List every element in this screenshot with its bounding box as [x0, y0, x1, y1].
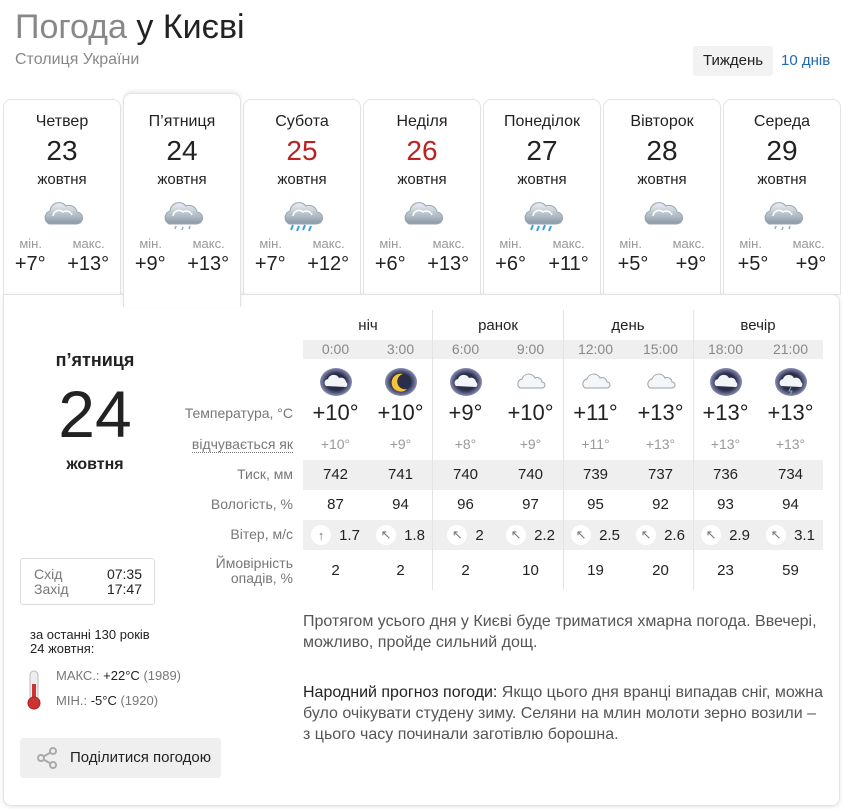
min-label: мін. [739, 236, 762, 251]
pressure-cell: 737 [647, 466, 674, 483]
page-title [15, 8, 245, 47]
max-temp: +13° [67, 253, 110, 275]
row-label-wind: Вітер, м/с [230, 526, 293, 542]
day-name: Вівторок [630, 113, 694, 130]
wind-speed: 2 [475, 526, 484, 544]
day-month: жовтня [637, 171, 687, 188]
day-month: жовтня [397, 171, 447, 188]
precip-label-1: Ймовірність [215, 555, 293, 571]
wind-speed: 2.6 [664, 526, 685, 544]
day-card-25[interactable] [243, 99, 361, 295]
row-label-temp: Температура, °C [184, 405, 293, 421]
subtitle: Столиця України [15, 51, 140, 68]
wind-speed: 2.9 [729, 526, 750, 544]
max-label: макс. [792, 236, 825, 251]
time-cell: 3:00 [386, 341, 415, 357]
time-cell: 9:00 [516, 341, 545, 357]
wind-direction-icon: ↖ [701, 525, 721, 545]
day-card-27[interactable] [483, 99, 601, 295]
record-title [30, 628, 150, 656]
time-cell: 18:00 [707, 341, 744, 357]
record-min [56, 693, 158, 708]
day-card-23[interactable] [3, 99, 121, 295]
cloudy-icon [639, 194, 685, 234]
humidity-cell: 87 [327, 496, 344, 513]
record-max [56, 668, 181, 683]
wind-direction-icon: ↖ [636, 525, 656, 545]
cloud-icon [498, 367, 563, 397]
max-label: макс. [312, 236, 345, 251]
max-label: макс. [672, 236, 705, 251]
min-temp: +5° [617, 253, 649, 275]
humidity-cell: 92 [652, 496, 669, 513]
night-cloudy-icon [693, 367, 758, 397]
min-label: мін. [19, 236, 42, 251]
cloudy-light-rain-icon [159, 194, 205, 234]
day-name: Четвер [35, 113, 89, 130]
wind-direction-icon: ↖ [571, 525, 591, 545]
pressure-cell: 742 [322, 466, 349, 483]
temp-cell: +13° [702, 400, 749, 425]
folk-label: Народний прогноз погоди: [303, 684, 498, 701]
day-month: жовтня [157, 171, 207, 188]
wind-direction-icon: ↑ [311, 525, 331, 545]
time-cell: 6:00 [451, 341, 480, 357]
wind-cell [628, 525, 693, 545]
temp-cell: +10° [312, 400, 359, 425]
wind-direction-icon: ↖ [376, 525, 396, 545]
day-number: 24 [166, 135, 198, 166]
pressure-cell: 740 [452, 466, 479, 483]
temp-cell: +10° [507, 400, 554, 425]
wind-speed: 1.8 [404, 526, 425, 544]
folk-text: Якщо цього дня вранці випадав сніг, можна було очікувати студену зиму. Селяни на млин молоти зерно возили – з цього часу починали заготівлю борошна. [303, 684, 823, 743]
sun-times [20, 558, 155, 605]
feels-cell: +13° [710, 436, 741, 452]
pressure-cell: 740 [517, 466, 544, 483]
cloudy-light-rain-icon [759, 194, 805, 234]
row-label-humidity: Вологість, % [210, 496, 293, 512]
cloudy-rain-icon [279, 194, 325, 234]
share-icon [36, 747, 58, 769]
tab-10-days[interactable]: 10 днів [781, 52, 831, 69]
row-label-feels[interactable]: відчувається як [191, 436, 293, 452]
temp-cell: +13° [767, 400, 814, 425]
record-min-label: МІН.: [56, 693, 88, 708]
humidity-cell: 97 [522, 496, 539, 513]
time-cell: 21:00 [772, 341, 809, 357]
precip-cell: 2 [396, 562, 405, 579]
sunset-time: 17:47 [106, 581, 142, 597]
feels-cell: +13° [775, 436, 806, 452]
sunrise-time: 07:35 [106, 566, 142, 582]
day-card-24[interactable] [123, 93, 241, 307]
day-number: 26 [406, 135, 438, 166]
wind-cell [693, 525, 758, 545]
max-temp: +9° [675, 253, 707, 275]
temp-cell: +13° [637, 400, 684, 425]
precip-cell: 20 [652, 562, 669, 579]
record-title-line2: 24 жовтня: [30, 641, 95, 656]
precip-cell: 23 [717, 562, 734, 579]
wind-cell [758, 525, 823, 545]
wind-speed: 2.5 [599, 526, 620, 544]
day-card-29[interactable] [723, 99, 841, 295]
day-card-26[interactable] [363, 99, 481, 295]
row-label-precip [216, 556, 293, 586]
humidity-cell: 93 [717, 496, 734, 513]
day-number: 27 [526, 135, 558, 166]
wind-speed: 2.2 [534, 526, 555, 544]
thermometer-icon [26, 670, 42, 710]
wind-direction-icon: ↖ [447, 525, 467, 545]
precip-cell: 19 [587, 562, 604, 579]
temp-cell: +11° [573, 400, 618, 425]
cloud-icon [628, 367, 693, 397]
period-0: ніч [358, 317, 378, 334]
cloudy-rain-icon [519, 194, 565, 234]
row-label-pressure: Тиск, мм [237, 466, 293, 482]
day-name: Понеділок [503, 113, 581, 130]
day-name: Неділя [396, 113, 448, 130]
period-1: ранок [478, 317, 518, 334]
precip-label-2: опадів, % [230, 570, 293, 586]
night-cloudy-icon [303, 367, 368, 397]
feels-cell: +9° [519, 436, 542, 452]
feels-cell: +11° [581, 436, 610, 452]
min-temp: +7° [254, 253, 286, 275]
min-label: мін. [259, 236, 282, 251]
max-temp: +9° [795, 253, 827, 275]
tab-week[interactable]: Тиждень [693, 46, 773, 76]
wind-cell [303, 525, 368, 545]
day-month: жовтня [517, 171, 567, 188]
day-name: Субота [275, 113, 329, 130]
precip-cell: 59 [782, 562, 799, 579]
cloudy-icon [399, 194, 445, 234]
night-moon-icon [368, 367, 433, 397]
wind-cell [498, 525, 563, 545]
humidity-cell: 95 [587, 496, 604, 513]
night-cloudy-icon [433, 367, 498, 397]
min-temp: +5° [737, 253, 769, 275]
selected-month: жовтня [66, 456, 124, 473]
precip-cell: 2 [461, 562, 470, 579]
temp-cell: +10° [377, 400, 424, 425]
max-label: макс. [552, 236, 585, 251]
min-temp: +6° [374, 253, 406, 275]
selected-day-name: п’ятниця [55, 350, 135, 370]
min-label: мін. [619, 236, 642, 251]
min-temp: +7° [14, 253, 46, 275]
day-card-28[interactable] [603, 99, 721, 295]
max-temp: +13° [427, 253, 470, 275]
share-label: Поділитися погодою [70, 749, 212, 766]
max-temp: +11° [548, 253, 589, 275]
min-label: мін. [499, 236, 522, 251]
day-name: Середа [753, 113, 811, 130]
cloudy-icon [39, 194, 85, 234]
pressure-cell: 734 [777, 466, 804, 483]
temp-cell: +9° [448, 400, 483, 425]
wind-speed: 1.7 [339, 526, 360, 544]
record-max-value: +22°C [103, 668, 140, 683]
folk-forecast [303, 682, 823, 745]
wind-speed: 3.1 [794, 526, 815, 544]
humidity-cell: 94 [392, 496, 409, 513]
wind-direction-icon: ↖ [506, 525, 526, 545]
feels-cell: +9° [389, 436, 412, 452]
title-weather: Погода [15, 8, 127, 46]
record-min-value: -5°C [90, 693, 117, 708]
feels-cell: +13° [645, 436, 676, 452]
min-label: мін. [139, 236, 162, 251]
humidity-cell: 96 [457, 496, 474, 513]
record-max-label: МАКС.: [56, 668, 100, 683]
record-max-year: (1989) [143, 668, 182, 683]
day-name: П’ятниця [148, 113, 216, 130]
time-cell: 12:00 [577, 341, 614, 357]
day-number: 28 [646, 135, 678, 166]
day-number: 25 [286, 135, 318, 166]
pressure-cell: 741 [387, 466, 414, 483]
humidity-cell: 94 [782, 496, 799, 513]
day-number: 23 [46, 135, 78, 166]
min-temp: +9° [134, 253, 166, 275]
period-3: вечір [740, 317, 776, 334]
min-temp: +6° [495, 253, 526, 275]
selected-day-number: 24 [58, 377, 132, 451]
title-city: у Києві [136, 8, 245, 46]
pressure-cell: 736 [712, 466, 739, 483]
cloud-icon [563, 367, 628, 397]
max-temp: +13° [187, 253, 230, 275]
time-cell: 0:00 [321, 341, 350, 357]
day-month: жовтня [757, 171, 807, 188]
max-temp: +12° [307, 253, 350, 275]
wind-cell [433, 525, 498, 545]
feels-cell: +8° [454, 436, 477, 452]
period-2: день [611, 317, 645, 334]
wind-direction-icon: ↖ [766, 525, 786, 545]
day-month: жовтня [37, 171, 87, 188]
night-storm-icon [758, 367, 823, 397]
record-title-line1: за останні 130 років [30, 627, 150, 642]
sunrise-label: Схід [34, 566, 63, 582]
feels-cell: +10° [320, 436, 351, 452]
record-min-year: (1920) [120, 693, 159, 708]
share-button[interactable] [20, 738, 221, 778]
wind-cell [368, 525, 433, 545]
precip-cell: 2 [331, 562, 340, 579]
max-label: макс. [432, 236, 465, 251]
day-number: 29 [766, 135, 798, 166]
max-label: макс. [72, 236, 105, 251]
day-description: Протягом усього дня у Києві буде триматися хмарна погода. Ввечері, можливо, пройде сильний дощ. [303, 613, 817, 651]
sunset-label: Захід [34, 581, 69, 597]
min-label: мін. [379, 236, 402, 251]
max-label: макс. [192, 236, 225, 251]
time-cell: 15:00 [642, 341, 679, 357]
wind-cell [563, 525, 628, 545]
pressure-cell: 739 [582, 466, 609, 483]
day-month: жовтня [277, 171, 327, 188]
precip-cell: 10 [522, 562, 539, 579]
